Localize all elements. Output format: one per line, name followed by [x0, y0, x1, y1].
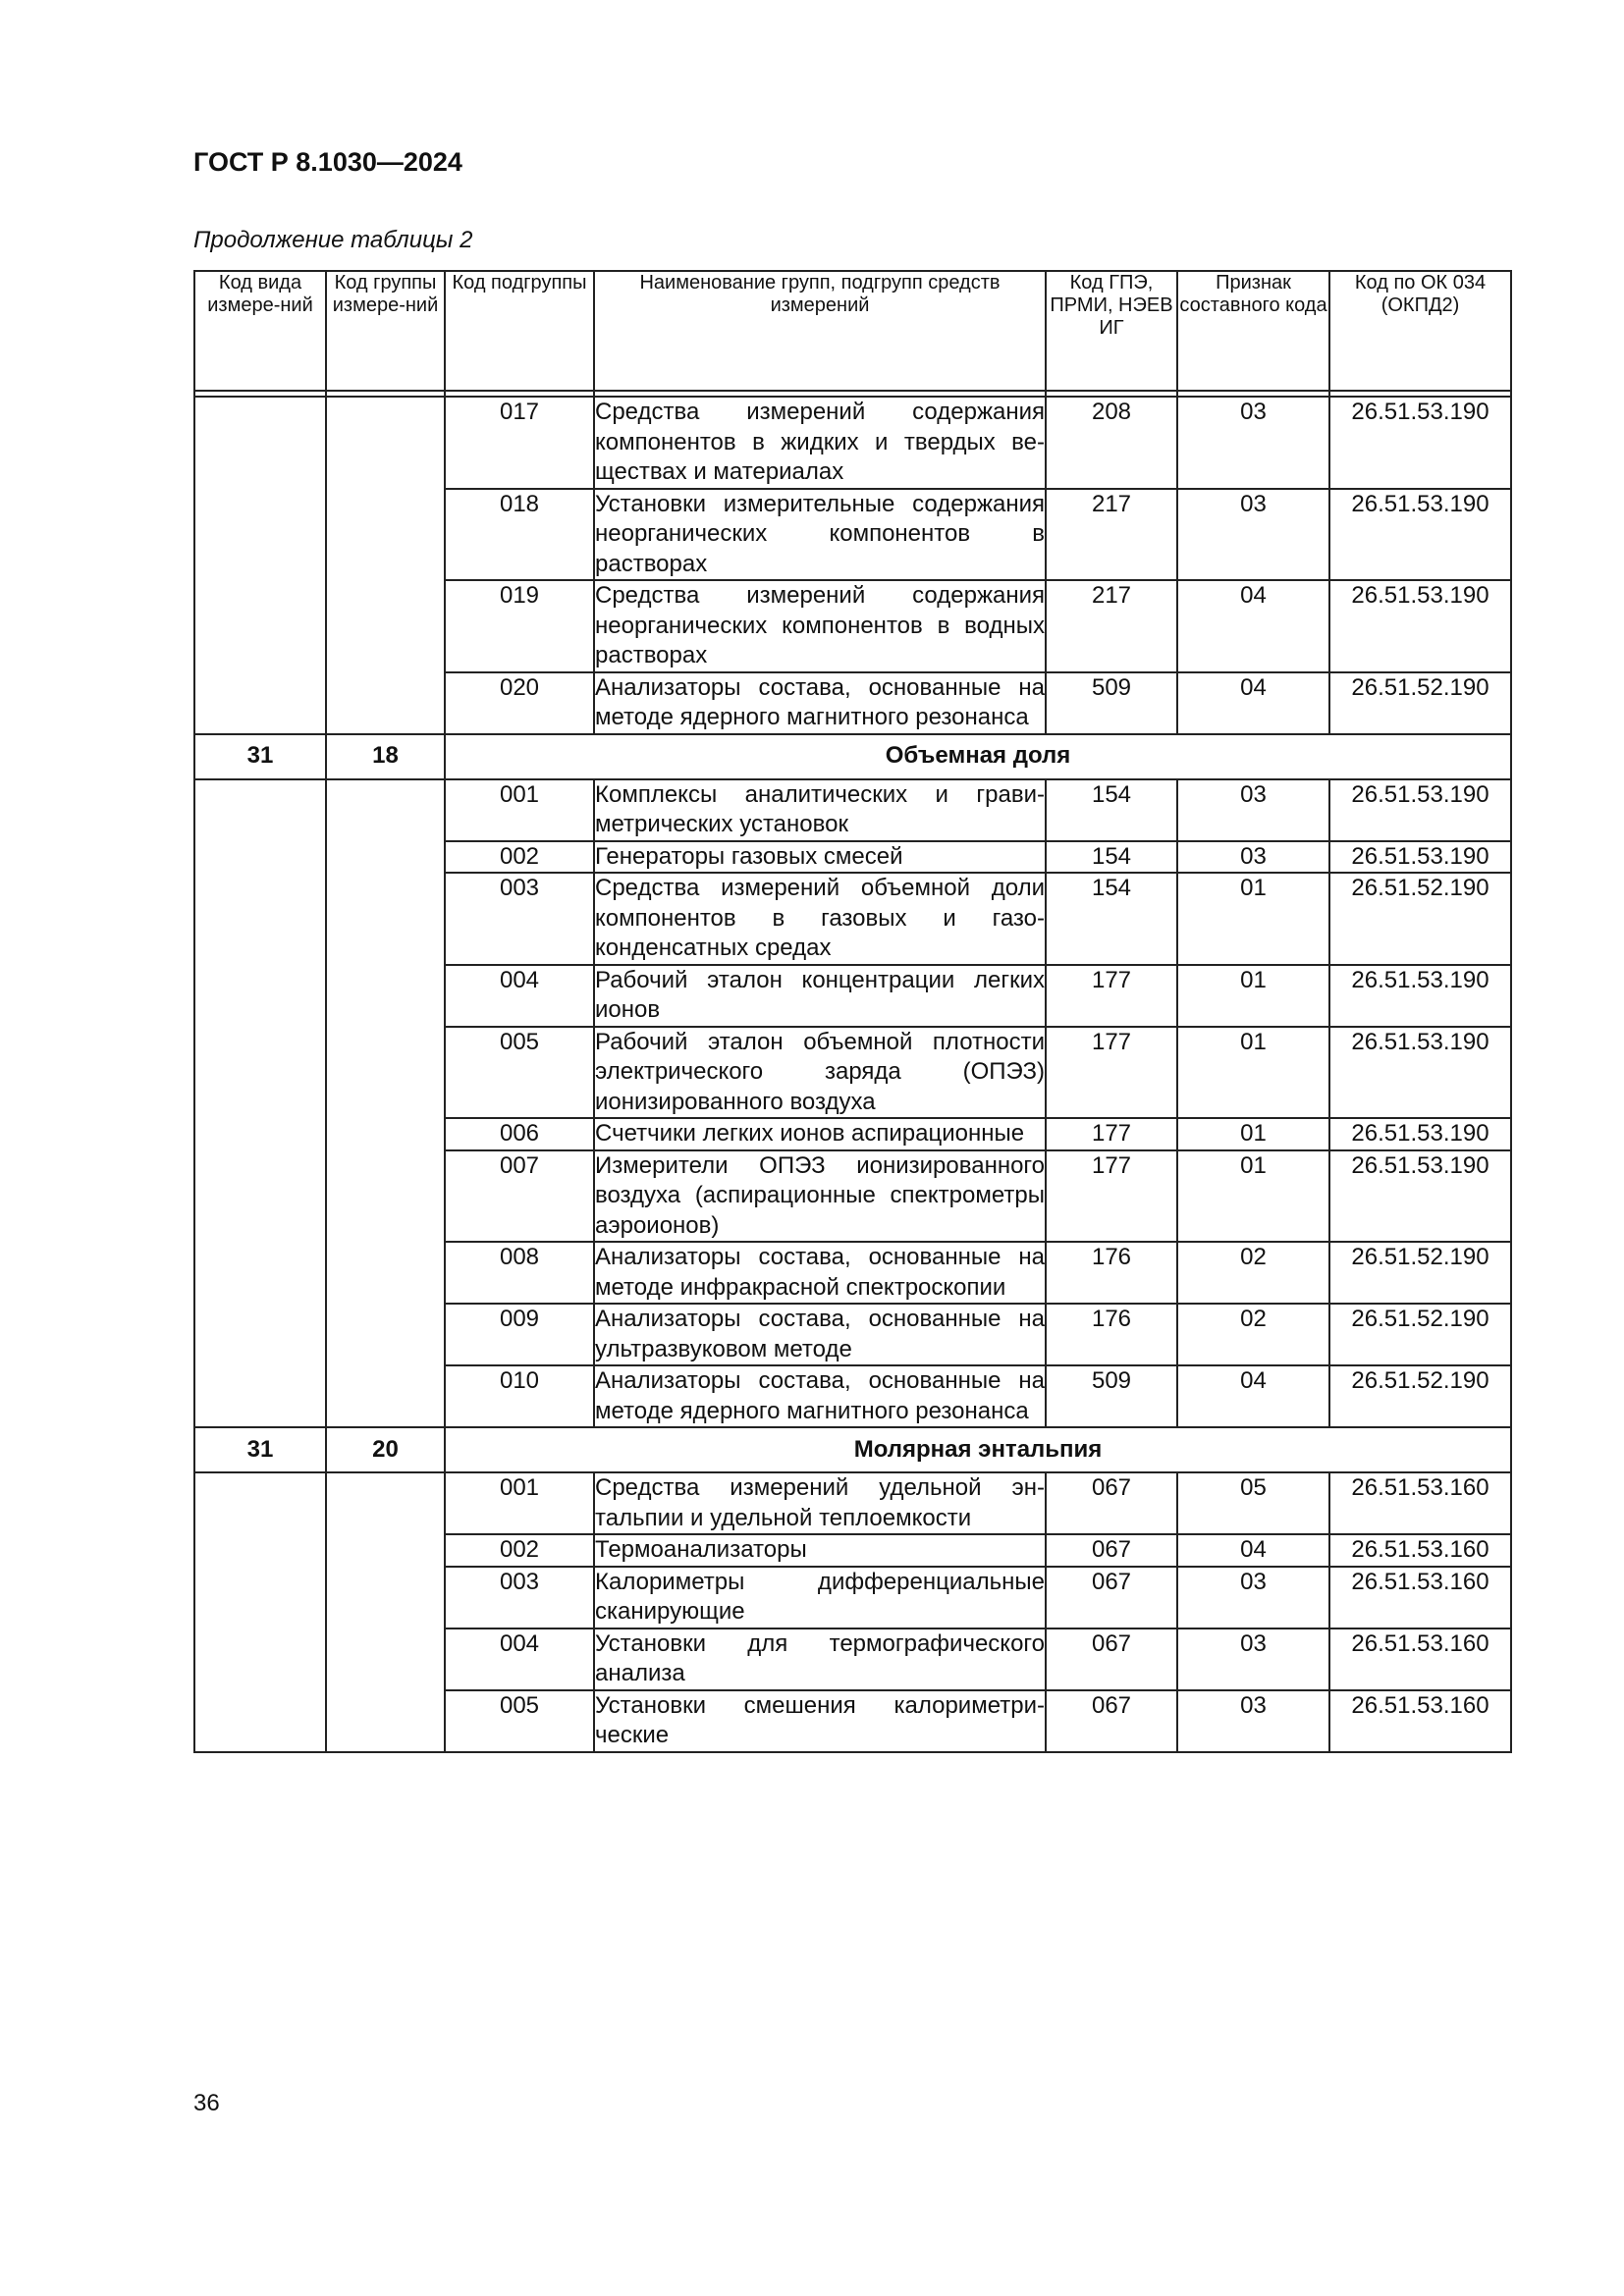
gpe-code-cell: 067 — [1046, 1567, 1177, 1629]
subgroup-code-cell: 008 — [445, 1242, 594, 1304]
column-header-subgroup-code: Код подгруппы — [445, 271, 594, 391]
gpe-code-cell: 177 — [1046, 1027, 1177, 1119]
okpd-code-cell: 26.51.53.190 — [1329, 1118, 1511, 1150]
column-header-okpd-code: Код по ОК 034 (ОКПД2) — [1329, 271, 1511, 391]
okpd-code-cell: 26.51.53.190 — [1329, 965, 1511, 1027]
okpd-code-cell: 26.51.52.190 — [1329, 1304, 1511, 1365]
okpd-code-cell: 26.51.53.160 — [1329, 1534, 1511, 1567]
subgroup-code-cell: 005 — [445, 1690, 594, 1752]
okpd-code-cell: 26.51.53.160 — [1329, 1629, 1511, 1690]
item-name-cell: Измерители ОПЭЗ ионизированного воздуха (аспирационные спектрометры аэроионов) — [594, 1150, 1046, 1243]
item-name-cell: Калориметры дифференциальные сканирующие — [594, 1567, 1046, 1629]
column-header-group-code: Код группы измере-ний — [326, 271, 445, 391]
composite-sign-cell: 01 — [1177, 965, 1329, 1027]
okpd-code-cell: 26.51.53.160 — [1329, 1690, 1511, 1752]
subgroup-code-cell: 018 — [445, 489, 594, 581]
item-name-cell: Средства измерений содержания компонентов в жидких и твердых веществах и материалах — [594, 397, 1046, 489]
group-type-code-cell: 31 — [194, 734, 326, 779]
subgroup-code-cell: 007 — [445, 1150, 594, 1243]
column-header-name: Наименование групп, подгрупп средств измерений — [594, 271, 1046, 391]
group-header-row — [194, 734, 1511, 779]
subgroup-code-cell: 017 — [445, 397, 594, 489]
composite-sign-cell: 04 — [1177, 672, 1329, 734]
okpd-code-cell: 26.51.53.190 — [1329, 1027, 1511, 1119]
codes-table — [193, 270, 1512, 1753]
gpe-code-cell: 177 — [1046, 965, 1177, 1027]
composite-sign-cell: 02 — [1177, 1304, 1329, 1365]
group-title-cell: Молярная энтальпия — [445, 1427, 1511, 1472]
gpe-code-cell: 154 — [1046, 841, 1177, 874]
gpe-code-cell: 067 — [1046, 1690, 1177, 1752]
group-title-cell: Объемная доля — [445, 734, 1511, 779]
subgroup-code-cell: 002 — [445, 1534, 594, 1567]
okpd-code-cell: 26.51.53.160 — [1329, 1567, 1511, 1629]
okpd-code-cell: 26.51.53.190 — [1329, 779, 1511, 841]
gpe-code-cell: 176 — [1046, 1304, 1177, 1365]
gpe-code-cell: 154 — [1046, 779, 1177, 841]
empty-type-code-cell — [194, 779, 326, 1428]
okpd-code-cell: 26.51.53.190 — [1329, 1150, 1511, 1243]
group-code-cell: 20 — [326, 1427, 445, 1472]
gpe-code-cell: 067 — [1046, 1534, 1177, 1567]
item-name-cell: Анализаторы состава, основанные на методе ядерного магнитного резонанса — [594, 1365, 1046, 1427]
group-header-row — [194, 1427, 1511, 1472]
gpe-code-cell: 509 — [1046, 672, 1177, 734]
empty-type-code-cell — [194, 397, 326, 734]
composite-sign-cell: 04 — [1177, 1365, 1329, 1427]
okpd-code-cell: 26.51.53.190 — [1329, 841, 1511, 874]
column-header-type-code: Код вида измере-ний — [194, 271, 326, 391]
subgroup-code-cell: 009 — [445, 1304, 594, 1365]
item-name-cell: Установки для термографического анализа — [594, 1629, 1046, 1690]
gpe-code-cell: 067 — [1046, 1629, 1177, 1690]
gpe-code-cell: 509 — [1046, 1365, 1177, 1427]
gpe-code-cell: 217 — [1046, 580, 1177, 672]
item-name-cell: Установки смешения калориметрические — [594, 1690, 1046, 1752]
subgroup-code-cell: 001 — [445, 1472, 594, 1534]
composite-sign-cell: 01 — [1177, 873, 1329, 965]
item-name-cell: Средства измерений удельной энтальпии и удельной теплоемкости — [594, 1472, 1046, 1534]
gpe-code-cell: 217 — [1046, 489, 1177, 581]
okpd-code-cell: 26.51.53.190 — [1329, 580, 1511, 672]
okpd-code-cell: 26.51.52.190 — [1329, 672, 1511, 734]
item-name-cell: Генераторы газовых смесей — [594, 841, 1046, 874]
composite-sign-cell: 03 — [1177, 1629, 1329, 1690]
empty-group-code-cell — [326, 779, 445, 1428]
subgroup-code-cell: 003 — [445, 873, 594, 965]
table-row — [194, 397, 1511, 489]
composite-sign-cell: 03 — [1177, 841, 1329, 874]
column-header-composite-sign: Признак составного кода — [1177, 271, 1329, 391]
subgroup-code-cell: 020 — [445, 672, 594, 734]
table-row — [194, 779, 1511, 841]
composite-sign-cell: 02 — [1177, 1242, 1329, 1304]
item-name-cell: Установки измерительные содержания неорганических компонентов в растворах — [594, 489, 1046, 581]
item-name-cell: Средства измерений содержания неорганических компонентов в водных растворах — [594, 580, 1046, 672]
gpe-code-cell: 177 — [1046, 1150, 1177, 1243]
item-name-cell: Рабочий эталон концентрации легких ионов — [594, 965, 1046, 1027]
group-code-cell: 18 — [326, 734, 445, 779]
okpd-code-cell: 26.51.53.190 — [1329, 489, 1511, 581]
composite-sign-cell: 04 — [1177, 580, 1329, 672]
subgroup-code-cell: 002 — [445, 841, 594, 874]
composite-sign-cell: 03 — [1177, 1567, 1329, 1629]
composite-sign-cell: 04 — [1177, 1534, 1329, 1567]
group-type-code-cell: 31 — [194, 1427, 326, 1472]
item-name-cell: Счетчики легких ионов аспирационные — [594, 1118, 1046, 1150]
gpe-code-cell: 208 — [1046, 397, 1177, 489]
subgroup-code-cell: 006 — [445, 1118, 594, 1150]
subgroup-code-cell: 001 — [445, 779, 594, 841]
subgroup-code-cell: 005 — [445, 1027, 594, 1119]
item-name-cell: Анализаторы состава, основанные на методе инфракрасной спектроскопии — [594, 1242, 1046, 1304]
okpd-code-cell: 26.51.52.190 — [1329, 873, 1511, 965]
composite-sign-cell: 03 — [1177, 1690, 1329, 1752]
composite-sign-cell: 01 — [1177, 1118, 1329, 1150]
table-header-row — [194, 271, 1511, 391]
gpe-code-cell: 177 — [1046, 1118, 1177, 1150]
column-header-gpe-code: Код ГПЭ, ПРМИ, НЭЕВ ИГ — [1046, 271, 1177, 391]
okpd-code-cell: 26.51.53.190 — [1329, 397, 1511, 489]
gpe-code-cell: 067 — [1046, 1472, 1177, 1534]
gpe-code-cell: 176 — [1046, 1242, 1177, 1304]
empty-group-code-cell — [326, 397, 445, 734]
composite-sign-cell: 03 — [1177, 397, 1329, 489]
gpe-code-cell: 154 — [1046, 873, 1177, 965]
composite-sign-cell: 03 — [1177, 779, 1329, 841]
subgroup-code-cell: 010 — [445, 1365, 594, 1427]
subgroup-code-cell: 004 — [445, 965, 594, 1027]
composite-sign-cell: 01 — [1177, 1150, 1329, 1243]
page-number: 36 — [193, 2090, 220, 2116]
subgroup-code-cell: 004 — [445, 1629, 594, 1690]
table-body — [194, 397, 1511, 1752]
subgroup-code-cell: 003 — [445, 1567, 594, 1629]
composite-sign-cell: 03 — [1177, 489, 1329, 581]
item-name-cell: Анализаторы состава, основанные на ультразвуковом методе — [594, 1304, 1046, 1365]
item-name-cell: Комплексы аналитических и гравиметрических установок — [594, 779, 1046, 841]
okpd-code-cell: 26.51.52.190 — [1329, 1365, 1511, 1427]
empty-group-code-cell — [326, 1472, 445, 1752]
composite-sign-cell: 01 — [1177, 1027, 1329, 1119]
okpd-code-cell: 26.51.52.190 — [1329, 1242, 1511, 1304]
document-code: ГОСТ Р 8.1030—2024 — [193, 147, 462, 177]
composite-sign-cell: 05 — [1177, 1472, 1329, 1534]
item-name-cell: Анализаторы состава, основанные на методе ядерного магнитного резонанса — [594, 672, 1046, 734]
item-name-cell: Средства измерений объемной доли компонентов в газовых и газоконденсатных средах — [594, 873, 1046, 965]
empty-type-code-cell — [194, 1472, 326, 1752]
item-name-cell: Рабочий эталон объемной плотности электрического заряда (ОПЭЗ) ионизированного воздуха — [594, 1027, 1046, 1119]
item-name-cell: Термоанализаторы — [594, 1534, 1046, 1567]
table-caption: Продолжение таблицы 2 — [193, 227, 473, 253]
okpd-code-cell: 26.51.53.160 — [1329, 1472, 1511, 1534]
table-row — [194, 1472, 1511, 1534]
subgroup-code-cell: 019 — [445, 580, 594, 672]
